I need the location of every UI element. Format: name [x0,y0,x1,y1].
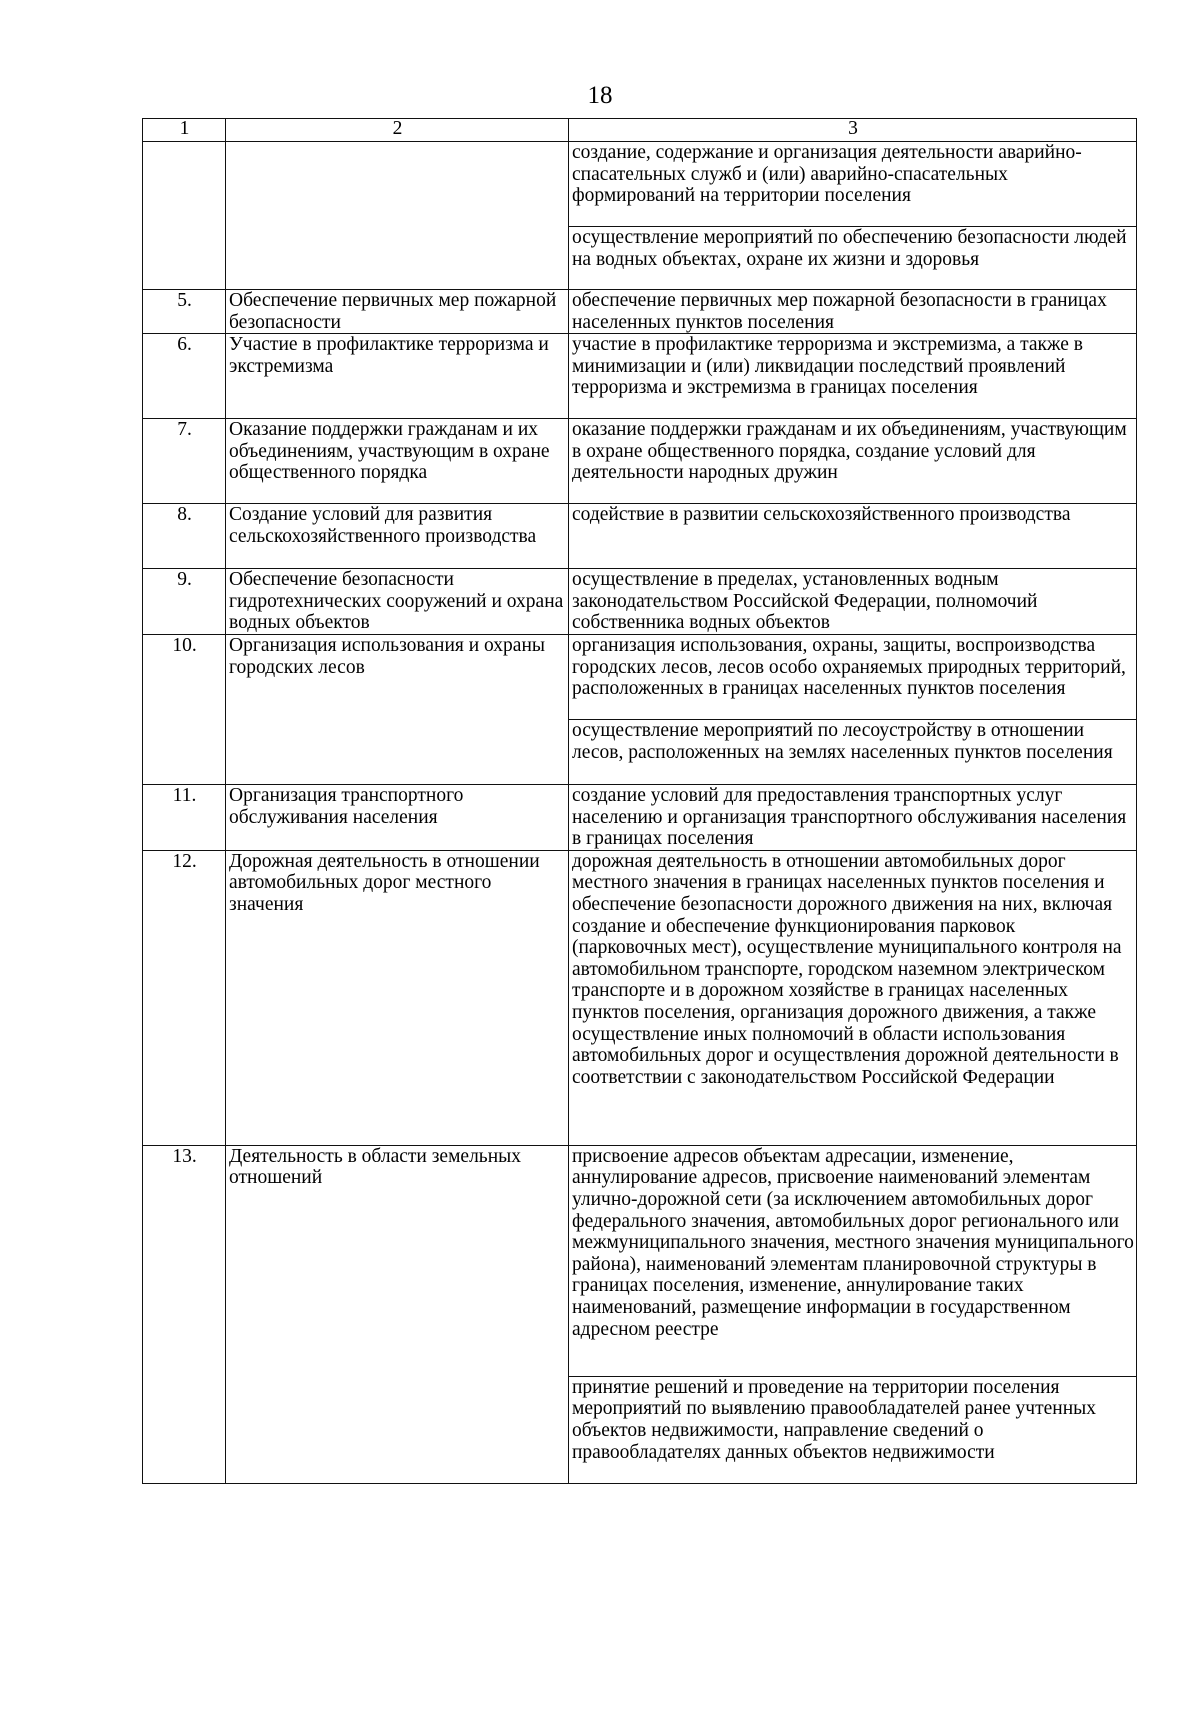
row-title-cell [226,142,569,290]
table-header-row [143,119,1137,142]
row-number: 6. [143,334,226,419]
page-number: 18 [587,82,613,109]
table-row [143,504,1137,569]
table-row [143,290,1137,334]
row-title: Деятельность в области земельных отношений [226,1145,569,1483]
column-header: 3 [569,119,1137,142]
row-number: 8. [143,504,226,569]
table-row [143,1145,1137,1376]
table-row [143,634,1137,719]
row-title: Обеспечение первичных мер пожарной безопасности [226,290,569,334]
table-row [143,142,1137,227]
power-description: создание, содержание и организация деятельности аварийно-спасательных служб и (или) аварийно-спасательных формирований на территории поселения [569,142,1137,227]
row-number: 5. [143,290,226,334]
row-number: 12. [143,850,226,1145]
row-title: Обеспечение безопасности гидротехнических сооружений и охрана водных объектов [226,569,569,635]
table-row [143,334,1137,419]
power-description: осуществление мероприятий по обеспечению безопасности людей на водных объектах, охране их жизни и здоровья [569,227,1137,290]
power-description: создание условий для предоставления транспортных услуг населению и организация транспортного обслуживания населения в границах поселения [569,784,1137,850]
power-description: осуществление мероприятий по лесоустройству в отношении лесов, расположенных на землях населенных пунктов поселения [569,719,1137,784]
row-title: Дорожная деятельность в отношении автомобильных дорог местного значения [226,850,569,1145]
column-header: 2 [226,119,569,142]
power-description: содействие в развитии сельскохозяйственного производства [569,504,1137,569]
table-row [143,850,1137,1145]
power-description: организация использования, охраны, защиты, воспроизводства городских лесов, лесов особо охраняемых природных территорий, расположенных в границах населенных пунктов поселения [569,634,1137,719]
row-title: Организация транспортного обслуживания населения [226,784,569,850]
table-row [143,784,1137,850]
power-description: участие в профилактике терроризма и экстремизма, а также в минимизации и (или) ликвидации последствий проявлений терроризма и экстремизма в границах поселения [569,334,1137,419]
row-number-cell [143,142,226,290]
power-description: оказание поддержки гражданам и их объединениям, участвующим в охране общественного порядка, создание условий для деятельности народных дружин [569,419,1137,504]
row-title: Участие в профилактике терроризма и экстремизма [226,334,569,419]
row-number: 13. [143,1145,226,1483]
table-row [143,569,1137,635]
row-title: Создание условий для развития сельскохозяйственного производства [226,504,569,569]
powers-table [142,118,1137,1484]
power-description: принятие решений и проведение на территории поселения мероприятий по выявлению правообладателей ранее учтенных объектов недвижимости, направление сведений о правообладателях данных объектов недвижимости [569,1376,1137,1483]
row-title: Оказание поддержки гражданам и их объединениям, участвующим в охране общественного порядка [226,419,569,504]
column-header: 1 [143,119,226,142]
power-description: осуществление в пределах, установленных водным законодательством Российской Федерации, полномочий собственника водных объектов [569,569,1137,635]
row-number: 11. [143,784,226,850]
row-number: 9. [143,569,226,635]
table-row [143,419,1137,504]
power-description: дорожная деятельность в отношении автомобильных дорог местного значения в границах населенных пунктов поселения и обеспечение безопасности дорожного движения на них, включая создание и обеспечение функционирования парковок (парковочных мест), осуществление муниципального контроля на автомобильном транспорте, городском наземном электрическом транспорте и в дорожном хозяйстве в границах населенных пунктов поселения, организация дорожного движения, а также осуществление иных полномочий в области использования автомобильных дорог и осуществления дорожной деятельности в соответствии с законодательством Российской Федерации [569,850,1137,1145]
power-description: обеспечение первичных мер пожарной безопасности в границах населенных пунктов поселения [569,290,1137,334]
row-number: 10. [143,634,226,784]
row-number: 7. [143,419,226,504]
power-description: присвоение адресов объектам адресации, изменение, аннулирование адресов, присвоение наименований элементам улично-дорожной сети (за исключением автомобильных дорог федерального значения, автомобильных дорог регионального или межмуниципального значения, местного значения муниципального района), наименований элементам планировочной структуры в границах поселения, изменение, аннулирование таких наименований, размещение информации в государственном адресном реестре [569,1145,1137,1376]
row-title: Организация использования и охраны городских лесов [226,634,569,784]
